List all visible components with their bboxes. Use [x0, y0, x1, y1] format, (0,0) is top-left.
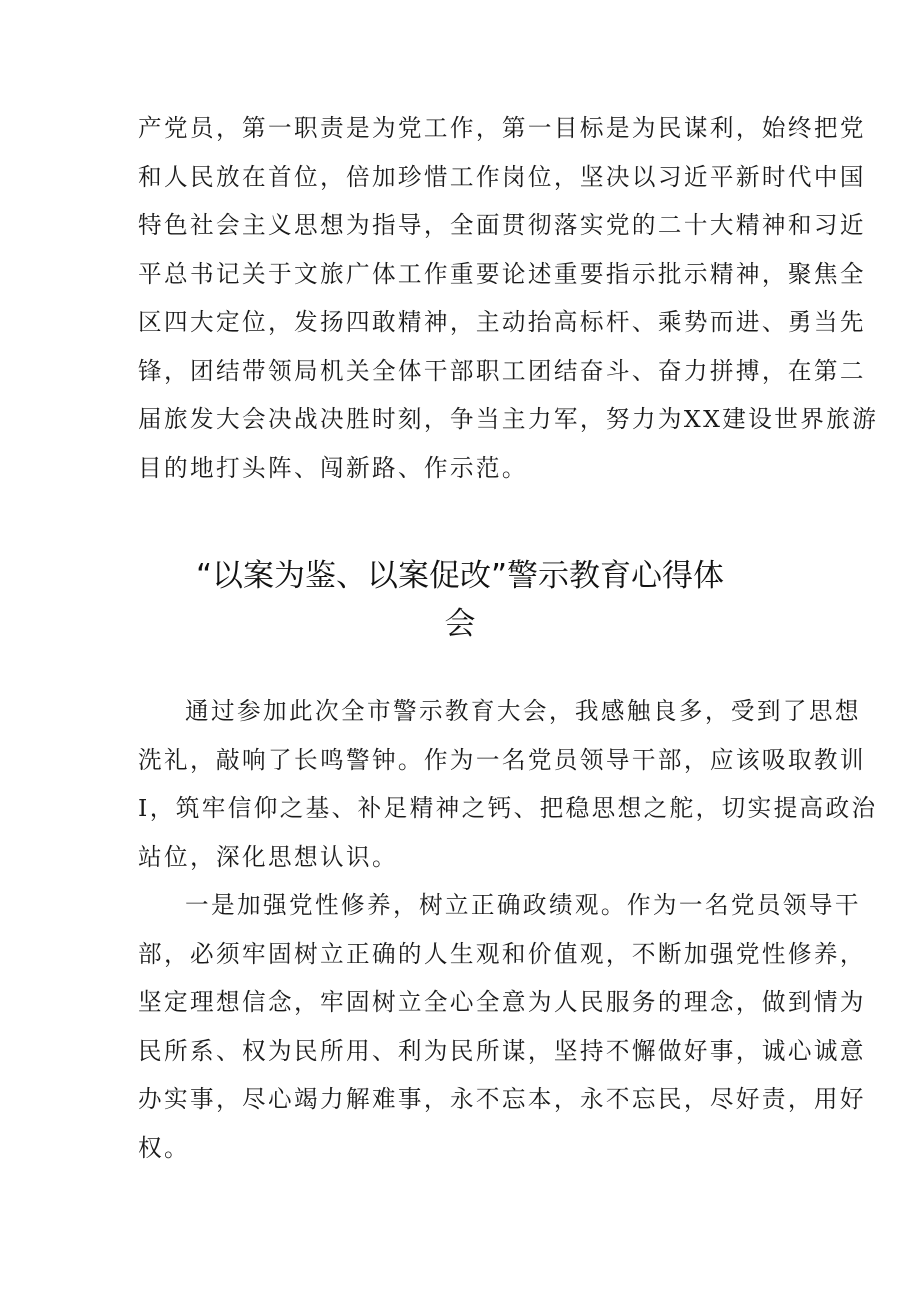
text-line: 锋，团结带领局机关全体干部职工团结奋斗、奋力拼搏，在第二	[138, 356, 866, 385]
text-line: 洗礼，敲响了长鸣警钟。作为一名党员领导干部，应该吸取教训	[138, 745, 866, 774]
text-line: I，筑牢信仰之基、补足精神之钙、把稳思想之舵，切实提高政治	[138, 794, 878, 822]
text-line: 一是加强党性修养，树立正确政绩观。作为一名党员领导干	[185, 891, 861, 919]
text-line: 通过参加此次全市警示教育大会，我感触良多，受到了思想	[185, 697, 861, 725]
article-title	[130, 552, 790, 648]
paragraph-point-one	[138, 881, 866, 1172]
title-line: 会	[444, 606, 476, 642]
paragraph-intro	[138, 687, 878, 881]
text-line: 坚定理想信念，牢固树立全心全意为人民服务的理念，做到情为	[138, 988, 866, 1016]
text-line: 民所系、权为民所用、利为民所谋，坚持不懈做好事，诚心诚意	[138, 1036, 866, 1065]
text-line: 办实事，尽心竭力解难事，永不忘本，永不忘民，尽好责，用好	[138, 1085, 866, 1113]
text-line: 和人民放在首位，倍加珍惜工作岗位，坚决以习近平新时代中国	[138, 162, 866, 191]
title-line: “以案为鉴、以案促改”警示教育心得体	[195, 558, 725, 594]
text-line: 站位，深化思想认识。	[138, 842, 398, 871]
text-line: 部，必须牢固树立正确的人生观和价值观，不断加强党性修养，	[138, 939, 866, 968]
text-line: 目的地打头阵、闯新路、作示范。	[138, 453, 528, 482]
text-line: 特色社会主义思想为指导，全面贯彻落实党的二十大精神和习近	[138, 211, 866, 239]
text-line: 平总书记关于文旅广体工作重要论述重要指示批示精神，聚焦全	[138, 259, 866, 288]
text-line: 产党员，第一职责是为党工作，第一目标是为民谋利，始终把党	[138, 114, 866, 142]
text-line: 权。	[138, 1133, 190, 1162]
text-line: 区四大定位，发扬四敢精神，主动抬高标杆、乘势而进、勇当先	[138, 308, 866, 336]
paragraph-continuation	[138, 104, 879, 492]
text-line: 届旅发大会决战决胜时刻，争当主力军，努力为XX建设世界旅游	[138, 405, 879, 433]
